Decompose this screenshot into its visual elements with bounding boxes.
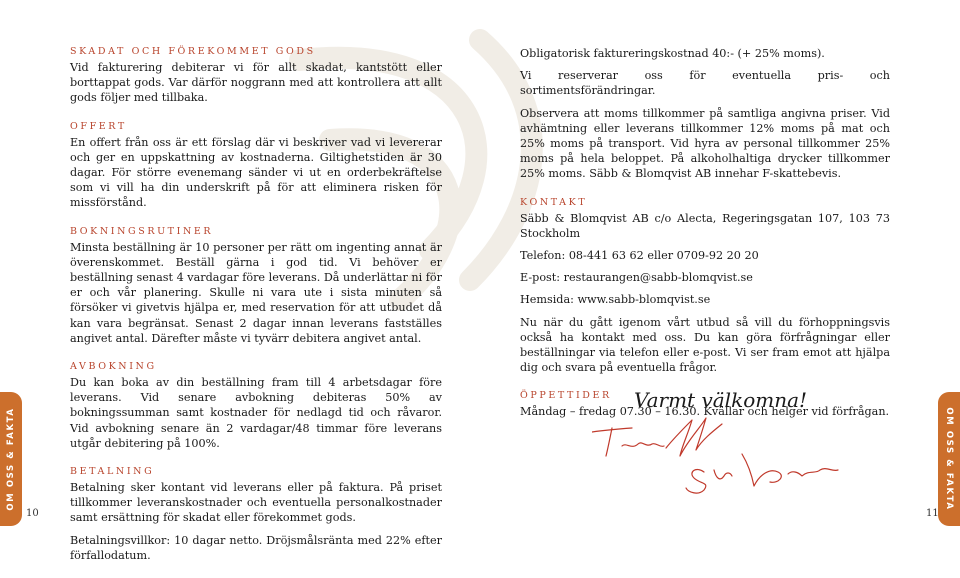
paragraph-bokningsrutiner: Minsta beställning är 10 personer per rätt om ingenting annat är överenskommet. Beställ gärna i god tid. Vi behöver er beställning senast 4 vardagar före leverans. Då underlättar ni för er och vår planering. Skulle ni vara ute i sista minuten så försöker vi givetvis hjälpa er, med reservation för att utbudet då kan vara begränsat. Senast 2 dagar innan leverans fastställes angivet antal. Därefter måste vi tyvärr debitera angivet antal. (70, 240, 442, 345)
paragraph-reservation: Vi reserverar oss för eventuella pris- och sortimentsförändringar. (520, 69, 890, 98)
paragraph-avbokning: Du kan boka av din beställning fram till 4 arbetsdagar före leverans. Vid senare avbokning debiteras 50% av bokningssumman samt kostnader för nedlagd tid och råvaror. Vid avbokning senare än 2 vardagar/48 timmar före leverans utgår debitering på 100%. (70, 376, 442, 450)
heading-kontakt: KONTAKT (520, 196, 588, 208)
heading-bokningsrutiner: BOKNINGSRUTINER (70, 225, 214, 237)
page-number-left: 10 (26, 508, 39, 519)
side-tab-right-label: OM OSS & FAKTA (944, 407, 954, 511)
contact-address: Säbb & Blomqvist AB c/o Alecta, Regeringsgatan 107, 103 73 Stockholm (520, 211, 890, 240)
contact-email: E-post: restaurangen@sabb-blomqvist.se (520, 271, 753, 285)
page-number-right: 11 (926, 508, 939, 519)
contact-invitation: Nu när du gått igenom vårt utbud så vill du förhoppningsvis också ha kontakt med oss. Du kan göra förfrågningar eller beställningar via telefon eller e-post. Vi ser fram emot att hjälpa dig och svara på eventuella frågor. (520, 315, 890, 375)
section-betalning (70, 466, 442, 563)
side-tab-right (938, 392, 960, 526)
paragraph-faktureringskostnad: Obligatorisk faktureringskostnad 40:- (+ 25% moms). (520, 47, 825, 60)
opening-hours: Måndag – fredag 07.30 – 16.30. Kvällar och helger vid förfrågan. (520, 405, 890, 419)
handwritten-signatures (592, 410, 892, 500)
section-kontakt (520, 197, 890, 376)
side-tab-left (0, 392, 22, 526)
section-bokningsrutiner (70, 226, 442, 346)
paragraph-offert: En offert från oss är ett förslag där vi beskriver vad vi levererar och ger en uppskattning av kostnaderna. Giltighetstiden är 30 dagar. För större evenemang sänder vi ut en orderbekräftelse som vi vill ha din underskrift på för att eliminera risken för missförstånd. (70, 135, 442, 210)
left-column (70, 46, 442, 578)
paragraph-betalningsvillkor: Betalningsvillkor: 10 dagar netto. Dröjsmålsränta med 22% efter förfallodatum. (70, 533, 442, 562)
paragraph-skadat: Vid fakturering debiterar vi för allt skadat, kantstött eller borttappat gods. Var därför noggrann med att kontrollera att allt gods följer med tillbaka. (70, 61, 442, 105)
section-skadat (70, 46, 442, 106)
section-offert (70, 121, 442, 211)
side-tab-left-label: OM OSS & FAKTA (6, 407, 16, 511)
paragraph-moms: Observera att moms tillkommer på samtliga angivna priser. Vid avhämtning eller leverans tillkommer 12% moms på mat och 25% moms på transport. Vid hyra av personal tillkommer 25% moms på hela beloppet. På alkoholhaltiga drycker tillkommer 25% moms. Säbb & Blomqvist AB innehar F-skattebevis. (520, 106, 890, 181)
section-avbokning (70, 361, 442, 451)
contact-website: Hemsida: www.sabb-blomqvist.se (520, 293, 711, 307)
heading-avbokning: AVBOKNING (70, 361, 157, 373)
paragraph-betalning: Betalning sker kontant vid leverans eller på faktura. På priset tillkommer leveranskostnader och eventuella personalkostnader samt ersättning för skadat eller förekommet gods. (70, 481, 442, 525)
heading-skadat: SKADAT OCH FÖREKOMMET GODS (70, 46, 316, 57)
heading-offert: OFFERT (70, 120, 127, 132)
contact-phone: Telefon: 08-441 63 62 eller 0709-92 20 20 (520, 249, 759, 263)
heading-oppettider: ÖPPETTIDER (520, 390, 612, 402)
heading-betalning: BETALNING (70, 466, 155, 478)
section-intro (520, 46, 890, 182)
right-column (520, 46, 890, 435)
greeting-text: Varmt välkomna! (634, 388, 808, 412)
